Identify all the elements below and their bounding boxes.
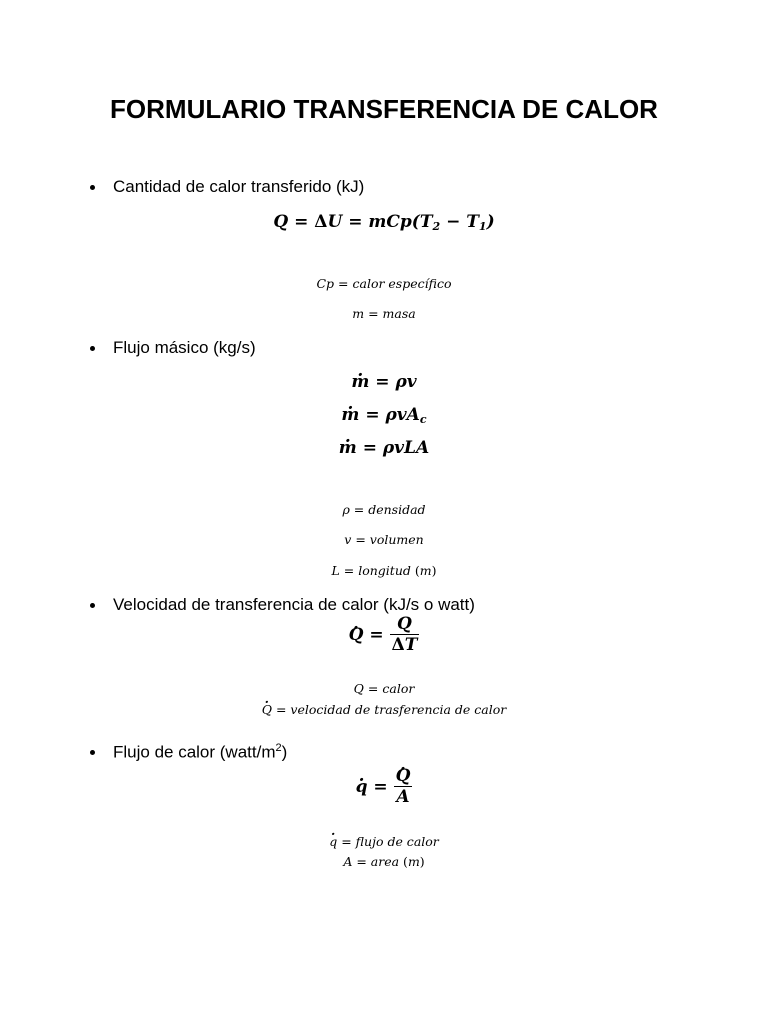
bullet-icon (90, 185, 95, 190)
bullet-icon (90, 603, 95, 608)
definition-L: L = longitud (m) (331, 563, 437, 578)
bullet-icon (90, 346, 95, 351)
bullet-icon (90, 750, 95, 755)
equation-flujo-masico-2: . m = ρvA$_c$ (0, 405, 768, 426)
section-heading-text: Cantidad de calor transferido (kJ) (113, 177, 365, 196)
section-heading-text: Flujo másico (kg/s) (113, 338, 256, 357)
section-heading-text: Flujo de calor $(watt/m^2)$ (113, 742, 288, 762)
definition-rho: ρ = densidad (342, 502, 426, 517)
definition-v: v = volumen (344, 532, 424, 547)
equation-flujo-masico-1: . m = ρv (0, 372, 768, 392)
equation-calor-transferido: $Q = \Delta U = mCp(T_2 - T_1)$ (273, 212, 495, 233)
equation-flujo-masico-3: . m = ρvLA (0, 438, 768, 458)
definition-Qdot: . Q = velocidad de trasferencia de calor (0, 702, 768, 717)
equation-flujo-calor: . q = . $\frac{Q}{A}$ (0, 766, 768, 807)
fraction: $\frac{Q}{\Delta T}$ (391, 614, 418, 655)
definition-m: m = masa (352, 306, 416, 321)
section-heading-text: Velocidad de transferencia de calor (kJ/s o watt) (113, 595, 475, 614)
page-title: FORMULARIO TRANSFERENCIA DE CALOR (110, 94, 658, 124)
definition-Q: Q = calor (353, 681, 415, 696)
section-heading-flujo-masico (90, 338, 256, 358)
definition-cp: Cp = calor específico (316, 276, 452, 291)
section-heading-calor-transferido (90, 177, 364, 197)
definition-qdot: . q = flujo de calor (0, 834, 768, 849)
section-heading-flujo-calor (90, 742, 287, 763)
section-heading-velocidad (90, 595, 475, 615)
definition-A: A = area (m) (343, 854, 425, 869)
equation-velocidad: . Q = $\frac{Q}{\Delta T}$ (0, 614, 768, 655)
fraction: . $\frac{Q}{A}$ (394, 766, 413, 807)
